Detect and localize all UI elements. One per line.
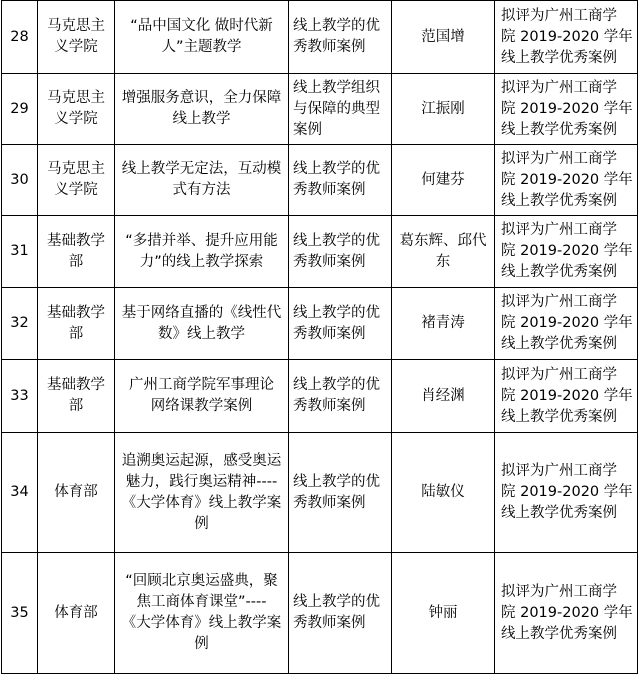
case-title-cell-line: “品中国文化 做时代新	[130, 18, 273, 34]
person-cell	[392, 433, 495, 553]
category-cell-line: 秀教师案例	[293, 39, 366, 55]
table-row	[2, 1, 638, 74]
row-number: 34	[2, 433, 38, 553]
table-row	[2, 288, 638, 360]
result-cell-line: 线上教学优秀案例	[501, 336, 617, 352]
table-row	[2, 216, 638, 288]
department-cell	[38, 553, 115, 674]
case-title-cell-line: 力”的线上教学探索	[139, 253, 264, 270]
row-number: 31	[2, 216, 38, 288]
result-cell-line: 线上教学优秀案例	[501, 192, 617, 209]
person-cell-line: 范国增	[421, 28, 465, 45]
case-title-cell	[115, 1, 289, 74]
result-cell-line: 拟评为广州工商学	[501, 7, 617, 24]
person-cell-line: 陆敏仪	[421, 484, 465, 500]
result-cell-line: 线上教学优秀案例	[501, 121, 617, 138]
department-cell	[38, 216, 115, 288]
department-cell-line: 体育部	[54, 604, 98, 621]
case-title-cell-line: 例	[194, 515, 209, 532]
result-cell-line: 院 2019-2020 学年	[501, 484, 633, 500]
case-title-cell-line: 网络课教学案例	[150, 398, 253, 414]
person-cell-line: 江振刚	[421, 100, 465, 117]
person-cell-line: 褚青涛	[421, 315, 465, 331]
result-cell-line: 拟评为广州工商学	[501, 294, 617, 310]
case-title-cell	[115, 288, 289, 360]
category-cell-line: 秀教师案例	[293, 253, 366, 270]
result-cell-line: 院 2019-2020 学年	[501, 604, 633, 621]
category-cell-line: 线上教学的优	[293, 232, 380, 249]
result-cell	[495, 1, 638, 74]
department-cell-line: 义学院	[54, 39, 98, 55]
result-cell	[495, 360, 638, 433]
case-title-cell-line: 线上教学	[172, 111, 231, 127]
result-cell-line: 拟评为广州工商学	[501, 79, 617, 96]
result-cell-line: 拟评为广州工商学	[501, 463, 617, 479]
department-cell-line: 基础教学	[47, 232, 105, 249]
category-cell-line: 线上教学的优	[293, 594, 380, 610]
category-cell-line: 案例	[293, 121, 322, 138]
case-title-cell-line: 追溯奥运起源，感受奥运	[121, 452, 282, 469]
case-title-cell-line: 《大学体育》线上教学案	[121, 494, 282, 511]
case-title-cell-line: 线上教学无定法，互动模	[121, 161, 282, 177]
table-row	[2, 145, 638, 216]
table-row	[2, 360, 638, 433]
table-row	[2, 74, 638, 145]
department-cell	[38, 145, 115, 216]
person-cell	[392, 288, 495, 360]
person-cell-line: 何建芬	[421, 171, 465, 188]
department-cell	[38, 288, 115, 360]
department-cell-line: 义学院	[54, 182, 98, 198]
category-cell-line: 秀教师案例	[293, 494, 366, 511]
result-cell-line: 线上教学优秀案例	[501, 505, 617, 521]
person-cell-line: 钟丽	[428, 604, 458, 621]
department-cell-line: 马克思主	[47, 18, 105, 34]
case-title-cell-line: 焦工商体育课堂”----	[136, 594, 267, 610]
cases-table	[1, 0, 638, 674]
department-cell-line: 基础教学	[47, 304, 105, 321]
category-cell-line: 秀教师案例	[293, 182, 366, 198]
case-title-cell-line: “回顾北京奥运盛典，聚	[125, 573, 278, 589]
result-cell-line: 线上教学优秀案例	[501, 264, 617, 280]
row-number: 28	[2, 1, 38, 74]
case-title-cell-line: 例	[194, 636, 209, 652]
department-cell-line: 部	[68, 325, 84, 342]
category-cell	[289, 216, 392, 288]
result-cell-line: 院 2019-2020 学年	[501, 315, 633, 331]
case-title-cell-line: 增强服务意识，全力保障	[121, 90, 282, 106]
department-cell-line: 体育部	[54, 484, 98, 500]
result-cell	[495, 288, 638, 360]
person-cell	[392, 74, 495, 145]
result-cell-line: 拟评为广州工商学	[501, 150, 617, 167]
case-title-cell	[115, 433, 289, 553]
case-title-cell	[115, 145, 289, 216]
row-number: 33	[2, 360, 38, 433]
category-cell	[289, 433, 392, 553]
department-cell-line: 马克思主	[47, 90, 105, 106]
case-title-cell-line: “多措并举、提升应用能	[125, 232, 278, 249]
category-cell	[289, 288, 392, 360]
category-cell-line: 与保障的典型	[293, 100, 380, 117]
department-cell-line: 部	[68, 253, 84, 270]
result-cell-line: 拟评为广州工商学	[501, 583, 617, 600]
department-cell	[38, 433, 115, 553]
person-cell	[392, 216, 495, 288]
result-cell-line: 线上教学优秀案例	[501, 625, 617, 642]
category-cell-line: 秀教师案例	[293, 615, 366, 631]
category-cell-line: 线上教学的优	[293, 304, 380, 321]
category-cell-line: 秀教师案例	[293, 398, 366, 414]
department-cell	[38, 74, 115, 145]
category-cell	[289, 553, 392, 674]
person-cell	[392, 553, 495, 674]
person-cell-line: 肖经渊	[421, 387, 465, 404]
department-cell-line: 义学院	[54, 111, 98, 127]
category-cell-line: 线上教学的优	[293, 377, 380, 393]
department-cell-line: 部	[68, 398, 84, 414]
category-cell-line: 线上教学组织	[293, 79, 380, 96]
result-cell	[495, 145, 638, 216]
result-cell-line: 院 2019-2020 学年	[501, 387, 633, 404]
result-cell-line: 院 2019-2020 学年	[501, 243, 633, 259]
result-cell-line: 线上教学优秀案例	[501, 408, 617, 425]
case-title-cell-line: 魅力，践行奥运精神----	[125, 473, 278, 490]
result-cell-line: 院 2019-2020 学年	[501, 100, 633, 117]
case-title-cell	[115, 216, 289, 288]
result-cell-line: 院 2019-2020 学年	[501, 171, 633, 188]
row-number: 30	[2, 145, 38, 216]
person-cell	[392, 1, 495, 74]
category-cell-line: 线上教学的优	[293, 161, 380, 177]
row-number: 29	[2, 74, 38, 145]
person-cell-line: 葛东辉、邱代	[399, 232, 487, 249]
row-number: 35	[2, 553, 38, 674]
table-row	[2, 433, 638, 553]
case-title-cell-line: 《大学体育》线上教学案	[121, 615, 282, 631]
row-number: 32	[2, 288, 38, 360]
person-cell-line: 东	[435, 253, 451, 270]
case-title-cell-line: 人”主题教学	[161, 39, 242, 55]
person-cell	[392, 145, 495, 216]
case-title-cell-line: 广州工商学院军事理论	[129, 377, 274, 393]
result-cell	[495, 553, 638, 674]
case-title-cell	[115, 360, 289, 433]
table-row	[2, 553, 638, 674]
category-cell	[289, 360, 392, 433]
case-title-cell	[115, 553, 289, 674]
category-cell-line: 线上教学的优	[293, 18, 380, 34]
result-cell	[495, 433, 638, 553]
table-body	[2, 1, 638, 674]
result-cell	[495, 74, 638, 145]
result-cell-line: 拟评为广州工商学	[501, 222, 617, 238]
department-cell	[38, 360, 115, 433]
category-cell-line: 线上教学的优	[293, 473, 380, 490]
category-cell-line: 秀教师案例	[293, 325, 366, 342]
department-cell-line: 马克思主	[47, 161, 105, 177]
case-title-cell	[115, 74, 289, 145]
case-title-cell-line: 基于网络直播的《线性代	[121, 304, 282, 321]
department-cell-line: 基础教学	[47, 377, 105, 393]
category-cell	[289, 145, 392, 216]
result-cell-line: 拟评为广州工商学	[501, 366, 617, 383]
result-cell-line: 线上教学优秀案例	[501, 49, 617, 66]
case-title-cell-line: 式有方法	[172, 182, 231, 198]
person-cell	[392, 360, 495, 433]
result-cell	[495, 216, 638, 288]
result-cell-line: 院 2019-2020 学年	[501, 28, 633, 45]
case-title-cell-line: 数》线上教学	[158, 325, 245, 342]
department-cell	[38, 1, 115, 74]
category-cell	[289, 74, 392, 145]
category-cell	[289, 1, 392, 74]
